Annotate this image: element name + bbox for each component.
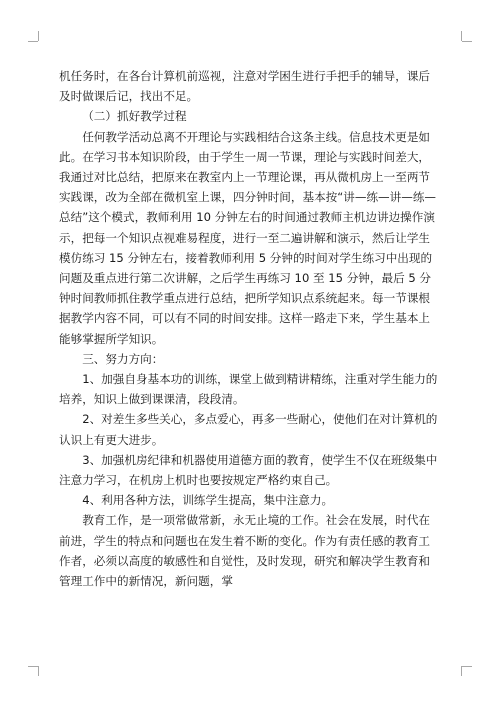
crop-mark-top-right [462,41,472,42]
list-item-1: 1、加强自身基本功的训练，课堂上做到精讲精练，注重对学生能力的培养，知识上做到课课清，段段清。 [59,372,438,407]
crop-mark-bottom-left-v [38,666,39,676]
list-item-3: 3、加强机房纪律和机器使用道德方面的教育，使学生不仅在班级集中注意力学习，在机房上机时也要按规定严格约束自己。 [59,452,438,488]
crop-mark-top-right-v [461,31,462,41]
crop-mark-bottom-left [28,666,38,667]
crop-mark-bottom-right [462,666,472,667]
paragraph-education-work: 教育工作，是一项常做常新，永无止境的工作。社会在发展，时代在前进，学生的特点和问题也在发生着不断的变化。作为有责任感的教育工作者，必须以高度的敏感性和自觉性，及时发现，研究和解决学生教育和管理工作中的新情况，新问题，掌 [59,513,431,589]
crop-mark-top-left [28,41,38,42]
list-item-4: 4、利用各种方法，训练学生提高，集中注意力。 [82,493,334,508]
paragraph-theory-practice: 任何教学活动总离不开理论与实践相结合这条主线。信息技术更是如此。在学习书本知识阶段，由于学生一周一节课，理论与实践时间差大，我通过对比总结，把原来在教室内上一节理论课，再从微机房上一至两节实践课，改为全部在微机室上课，四分钟时间，基本按“讲—练—讲—练—总结”这个模式，教师利用 10 分钟左右的时间通过教师主机边讲边操作演示，把每一个知识点视难易程度，进行一至二遍讲解和演示，然后让学生模仿练习 15 分钟左右，接着教师利用 5 分钟的时间对学生练习中出现的问题及重点进行第二次讲解，之后学生再练习 10 至 15 分钟，最后 5 分钟时间教师抓住教学重点进行总结，把所学知识点系统起来。每一节课根据教学内容不同，可以有不同的时间安排。这样一路走下来，学生基本上能够掌握所学知识。 [59,129,437,346]
crop-mark-top-left-v [38,31,39,41]
section-heading-directions: 三、努力方向： [82,351,164,366]
paragraph-continuation: 机任务时，在各台计算机前巡视，注意对学困生进行手把手的辅导，课后及时做课后记，找出不足。 [59,69,431,104]
list-item-2: 2、对差生多些关心，多点爱心，再多一些耐心，使他们在对计算机的认识上有更大进步。 [59,412,438,447]
section-heading-teaching-process: （二）抓好教学过程 [82,109,187,124]
body-text [59,66,441,591]
crop-mark-bottom-right-v [461,666,462,676]
